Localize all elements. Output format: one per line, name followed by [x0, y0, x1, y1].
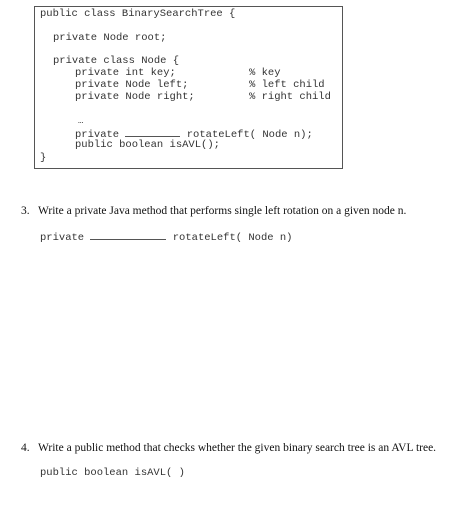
question-4-code: public boolean isAVL( ) — [40, 467, 185, 479]
field-right-code: private Node right; — [75, 91, 195, 103]
rotate-left-modifier: private — [75, 129, 120, 141]
field-key-comment: % key — [249, 67, 281, 79]
rotate-left-rest: rotateLeft( Node n); — [186, 129, 313, 141]
field-key-code: private int key; — [75, 67, 176, 79]
node-class-declaration: private class Node { — [53, 55, 180, 67]
code-ellipsis: … — [78, 116, 84, 126]
question-3-rest: rotateLeft( Node n) — [172, 232, 293, 244]
is-avl-signature: public boolean isAVL(); — [75, 139, 220, 151]
question-3-text: Write a private Java method that performs single left rotation on a given node n. — [38, 205, 407, 217]
class-closing-brace: } — [40, 152, 47, 164]
question-3-modifier: private — [40, 232, 85, 244]
question-4-text: Write a public method that checks whether the given binary search tree is an AVL tree. — [38, 442, 437, 454]
question-3-return-type-blank — [90, 230, 166, 240]
question-3-number: 3. — [21, 205, 30, 217]
question-4-number: 4. — [21, 442, 30, 454]
class-declaration: public class BinarySearchTree { — [40, 8, 236, 20]
field-left-comment: % left child — [249, 79, 325, 91]
field-left-code: private Node left; — [75, 79, 189, 91]
field-right-comment: % right child — [249, 91, 331, 103]
return-type-blank — [125, 127, 180, 137]
root-field: private Node root; — [53, 32, 167, 44]
question-3-code — [40, 230, 292, 244]
